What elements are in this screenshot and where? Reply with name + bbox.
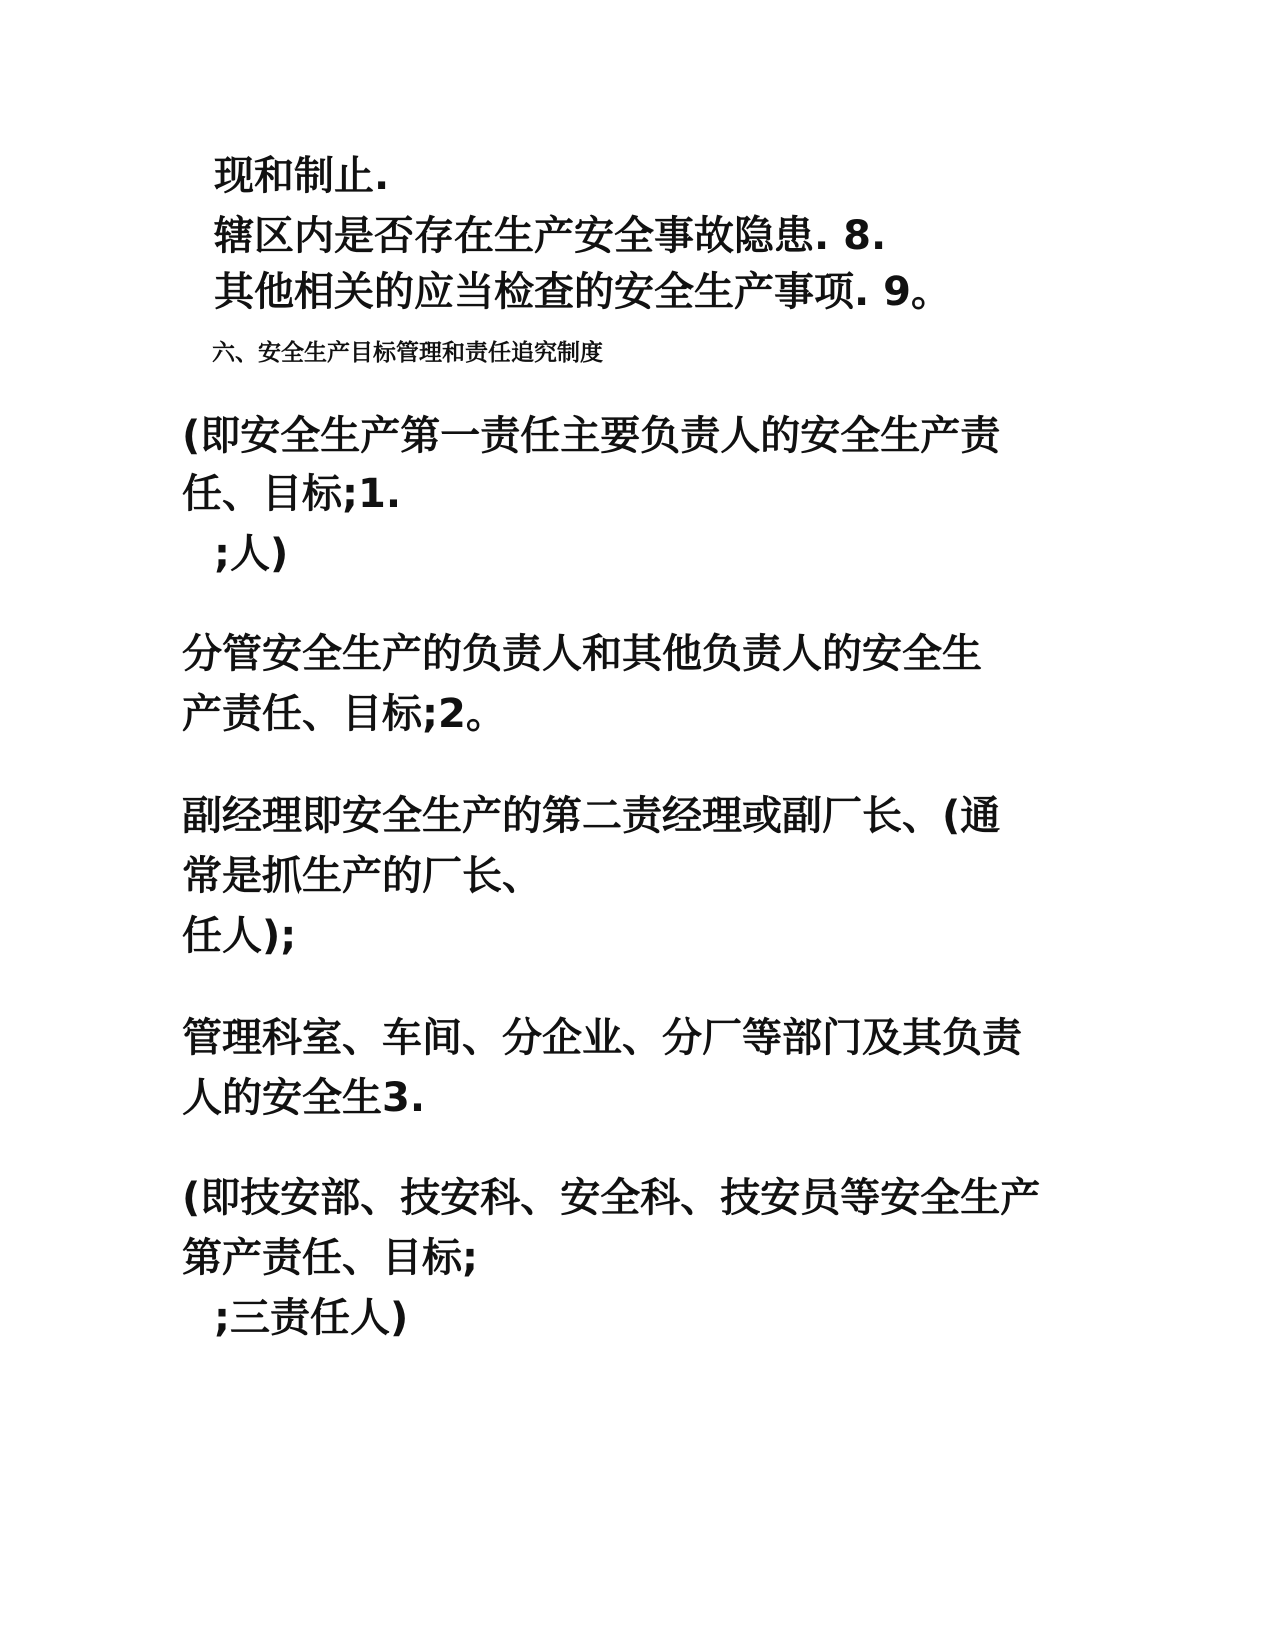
text-line: (即安全生产第一责任主要负责人的安全生产责 (182, 413, 1001, 459)
text-line: 其他相关的应当检查的安全生产事项. 9。 (214, 269, 951, 315)
section-heading: 六、安全生产目标管理和责任追究制度 (212, 340, 603, 366)
text-line: 人的安全生3. (182, 1075, 426, 1121)
text-line: 任人); (182, 913, 297, 959)
text-line: 副经理即安全生产的第二责经理或副厂长、(通 (182, 793, 1001, 839)
text-line: 第产责任、目标; (182, 1235, 478, 1281)
text-line: 常是抓生产的厂长、 (182, 853, 542, 899)
text-line: 辖区内是否存在生产安全事故隐患. 8. (214, 213, 887, 259)
text-line: 管理科室、车间、分企业、分厂等部门及其负责 (182, 1015, 1022, 1061)
text-line: (即技安部、技安科、安全科、技安员等安全生产 (182, 1175, 1041, 1221)
text-line: ;人) (214, 531, 289, 577)
text-line: 现和制止. (214, 153, 390, 199)
text-line: 任、目标;1. (182, 471, 402, 517)
text-line: ;三责任人) (214, 1295, 409, 1341)
text-line: 分管安全生产的负责人和其他负责人的安全生 (182, 631, 982, 677)
text-line: 产责任、目标;2。 (182, 691, 506, 737)
